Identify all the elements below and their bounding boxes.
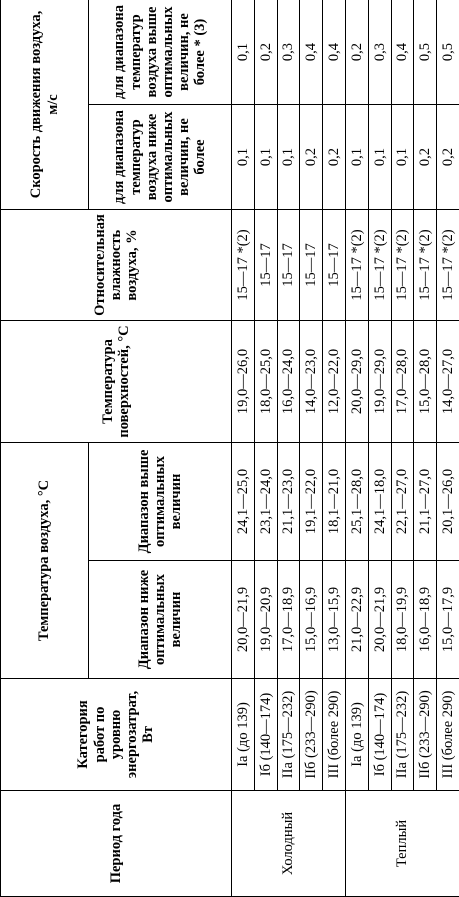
cell-period: Холодный	[232, 791, 346, 897]
cell-air-temp-below: 16,0—18,9	[414, 561, 437, 679]
cell-category: Iа (до 139)	[345, 679, 368, 791]
table-row	[323, 0, 346, 897]
table-row	[232, 0, 255, 897]
cell-surface-temp: 19,0—26,0	[232, 321, 255, 443]
header-air-speed: Скорость движения воздуха, м/с	[1, 0, 89, 210]
cell-category: Iа (до 139)	[232, 679, 255, 791]
cell-category: IIа (175—232)	[391, 679, 414, 791]
cell-air-temp-above: 24,1—18,0	[368, 443, 391, 561]
cell-air-temp-above: 21,1—27,0	[414, 443, 437, 561]
cell-category: IIа (175—232)	[277, 679, 300, 791]
table-row	[368, 0, 391, 897]
cell-humidity: 15—17	[323, 210, 346, 321]
table-row	[437, 0, 459, 897]
cell-surface-temp: 18,0—25,0	[254, 321, 277, 443]
cell-speed-above: 0,3	[368, 0, 391, 105]
cell-humidity: 15—17 *(2)	[414, 210, 437, 321]
cell-air-temp-above: 22,1—27,0	[391, 443, 414, 561]
cell-surface-temp: 15,0—28,0	[414, 321, 437, 443]
header-humidity: Относительная влажность воздуха, %	[1, 210, 232, 321]
cell-period: Теплый	[345, 791, 459, 897]
table-row	[277, 0, 300, 897]
cell-speed-above: 0,4	[300, 0, 323, 105]
header-surface-temp: Температура поверхностей, °С	[1, 321, 232, 443]
cell-category: IIб (233—290)	[414, 679, 437, 791]
header-air-temp-above: Диапазон выше оптимальных величин	[89, 443, 232, 561]
cell-speed-below: 0,2	[414, 105, 437, 210]
cell-surface-temp: 16,0—24,0	[277, 321, 300, 443]
cell-air-temp-below: 19,0—20,9	[254, 561, 277, 679]
cell-air-temp-below: 13,0—15,9	[323, 561, 346, 679]
cell-speed-above: 0,2	[254, 0, 277, 105]
cell-speed-above: 0,4	[391, 0, 414, 105]
cell-speed-below: 0,1	[254, 105, 277, 210]
cell-speed-above: 0,5	[414, 0, 437, 105]
cell-speed-below: 0,1	[391, 105, 414, 210]
cell-air-temp-below: 20,0—21,9	[232, 561, 255, 679]
cell-speed-above: 0,1	[232, 0, 255, 105]
header-category: Категория работ по уровню энергозатрат, Вт	[1, 679, 232, 791]
cell-air-temp-above: 18,1—21,0	[323, 443, 346, 561]
cell-category: Iб (140—174)	[254, 679, 277, 791]
cell-air-temp-above: 20,1—26,0	[437, 443, 459, 561]
cell-air-temp-below: 18,0—19,9	[391, 561, 414, 679]
cell-air-temp-below: 17,0—18,9	[277, 561, 300, 679]
cell-speed-above: 0,4	[323, 0, 346, 105]
cell-category: Iб (140—174)	[368, 679, 391, 791]
cell-surface-temp: 14,0—23,0	[300, 321, 323, 443]
cell-humidity: 15—17	[300, 210, 323, 321]
cell-surface-temp: 17,0—28,0	[391, 321, 414, 443]
cell-surface-temp: 14,0—27,0	[437, 321, 459, 443]
cell-air-temp-below: 20,0—21,9	[368, 561, 391, 679]
cell-air-temp-above: 25,1—28,0	[345, 443, 368, 561]
table-row	[345, 0, 368, 897]
table-row	[300, 0, 323, 897]
cell-speed-below: 0,1	[232, 105, 255, 210]
cell-humidity: 15—17	[254, 210, 277, 321]
cell-humidity: 15—17	[277, 210, 300, 321]
cell-speed-above: 0,2	[345, 0, 368, 105]
header-air-temp: Температура воздуха, °С	[1, 443, 89, 679]
cell-humidity: 15—17 *(2)	[368, 210, 391, 321]
table-row	[254, 0, 277, 897]
cell-surface-temp: 12,0—22,0	[323, 321, 346, 443]
cell-air-temp-above: 24,1—25,0	[232, 443, 255, 561]
cell-surface-temp: 19,0—29,0	[368, 321, 391, 443]
cell-speed-below: 0,1	[368, 105, 391, 210]
cell-category: III (более 290)	[437, 679, 459, 791]
cell-speed-below: 0,1	[277, 105, 300, 210]
cell-air-temp-above: 23,1—24,0	[254, 443, 277, 561]
cell-air-temp-below: 21,0—22,9	[345, 561, 368, 679]
cell-speed-below: 0,2	[437, 105, 459, 210]
cell-humidity: 15—17 *(2)	[391, 210, 414, 321]
table-row	[414, 0, 437, 897]
table-row	[391, 0, 414, 897]
cell-speed-below: 0,2	[323, 105, 346, 210]
cell-humidity: 15—17 *(2)	[232, 210, 255, 321]
cell-air-temp-below: 15,0—17,9	[437, 561, 459, 679]
cell-speed-below: 0,1	[345, 105, 368, 210]
header-air-temp-below: Диапазон ниже оптимальных величин	[89, 561, 232, 679]
header-period: Период года	[1, 791, 232, 897]
cell-air-temp-above: 21,1—23,0	[277, 443, 300, 561]
table-body	[232, 0, 459, 897]
cell-humidity: 15—17 *(2)	[437, 210, 459, 321]
cell-air-temp-below: 15,0—16,9	[300, 561, 323, 679]
cell-humidity: 15—17 *(2)	[345, 210, 368, 321]
cell-speed-below: 0,2	[300, 105, 323, 210]
cell-speed-above: 0,3	[277, 0, 300, 105]
header-speed-above: для диапазона температур воздуха выше оптимальных величин, не более * (3)	[89, 0, 232, 105]
cell-category: III (более 290)	[323, 679, 346, 791]
cell-speed-above: 0,5	[437, 0, 459, 105]
cell-air-temp-above: 19,1—22,0	[300, 443, 323, 561]
cell-category: IIб (233—290)	[300, 679, 323, 791]
cell-surface-temp: 20,0—29,0	[345, 321, 368, 443]
header-speed-below: для диапазона температур воздуха ниже оптимальных величин, не более	[89, 105, 232, 210]
